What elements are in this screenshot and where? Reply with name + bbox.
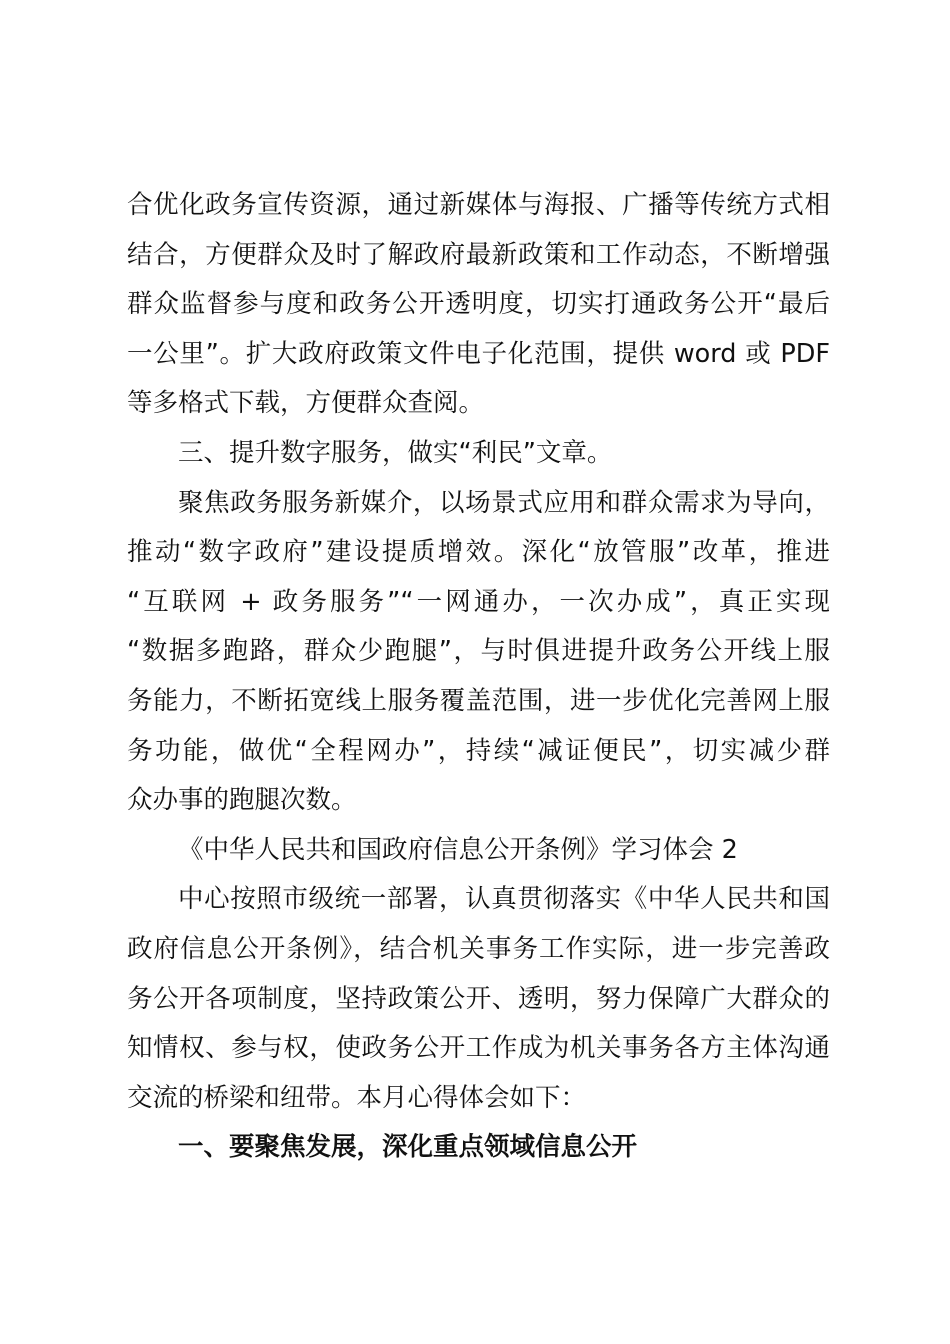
text-line: 知情权、参与权，使政务公开工作成为机关事务各方主体沟通 bbox=[127, 1033, 830, 1064]
text-line: “互联网 + 政务服务”“一网通办，一次办成”，真正实现 bbox=[127, 586, 830, 617]
section-heading-3 bbox=[127, 429, 830, 479]
text-line: “数据多跑路，群众少跑腿”，与时俱进提升政务公开线上服 bbox=[127, 636, 830, 667]
text-line: 务能力，不断拓宽线上服务覆盖范围，进一步优化完善网上服 bbox=[127, 685, 830, 716]
text-line: 群众监督参与度和政务公开透明度，切实打通政务公开“最后 bbox=[127, 289, 830, 320]
paragraph-intro bbox=[127, 875, 830, 1123]
text-line: 等多格式下载，方便群众查阅。 bbox=[127, 388, 485, 419]
text-line: 结合，方便群众及时了解政府最新政策和工作动态，不断增强 bbox=[127, 239, 830, 270]
section-heading-1 bbox=[127, 1123, 830, 1173]
text-line: 政府信息公开条例》，结合机关事务工作实际，进一步完善政 bbox=[127, 933, 830, 964]
text-line: 众办事的跑腿次数。 bbox=[127, 785, 357, 816]
paragraph-continuation bbox=[127, 181, 830, 429]
text-line: 聚焦政务服务新媒介，以场景式应用和群众需求为导向， bbox=[178, 487, 830, 518]
text-line: 中心按照市级统一部署，认真贯彻落实《中华人民共和国 bbox=[178, 884, 830, 915]
text-line: 推动“数字政府”建设提质增效。深化“放管服”改革，推进 bbox=[127, 537, 830, 568]
text-line: 一、要聚焦发展，深化重点领域信息公开 bbox=[178, 1132, 638, 1163]
document-body bbox=[127, 181, 830, 1173]
article-title bbox=[127, 826, 830, 876]
text-line: 三、提升数字服务，做实“利民”文章。 bbox=[178, 437, 613, 468]
text-line: 务公开各项制度，坚持政策公开、透明，努力保障广大群众的 bbox=[127, 983, 830, 1014]
text-line: 务功能，做优“全程网办”，持续“减证便民”，切实减少群 bbox=[127, 735, 830, 766]
paragraph-digital-service bbox=[127, 479, 830, 826]
text-line: 一公里”。扩大政府政策文件电子化范围，提供 word 或 PDF bbox=[127, 338, 830, 369]
text-line: 《中华人民共和国政府信息公开条例》学习体会 2 bbox=[178, 834, 738, 865]
text-line: 交流的桥梁和纽带。本月心得体会如下： bbox=[127, 1082, 587, 1113]
text-line: 合优化政务宣传资源，通过新媒体与海报、广播等传统方式相 bbox=[127, 190, 830, 220]
